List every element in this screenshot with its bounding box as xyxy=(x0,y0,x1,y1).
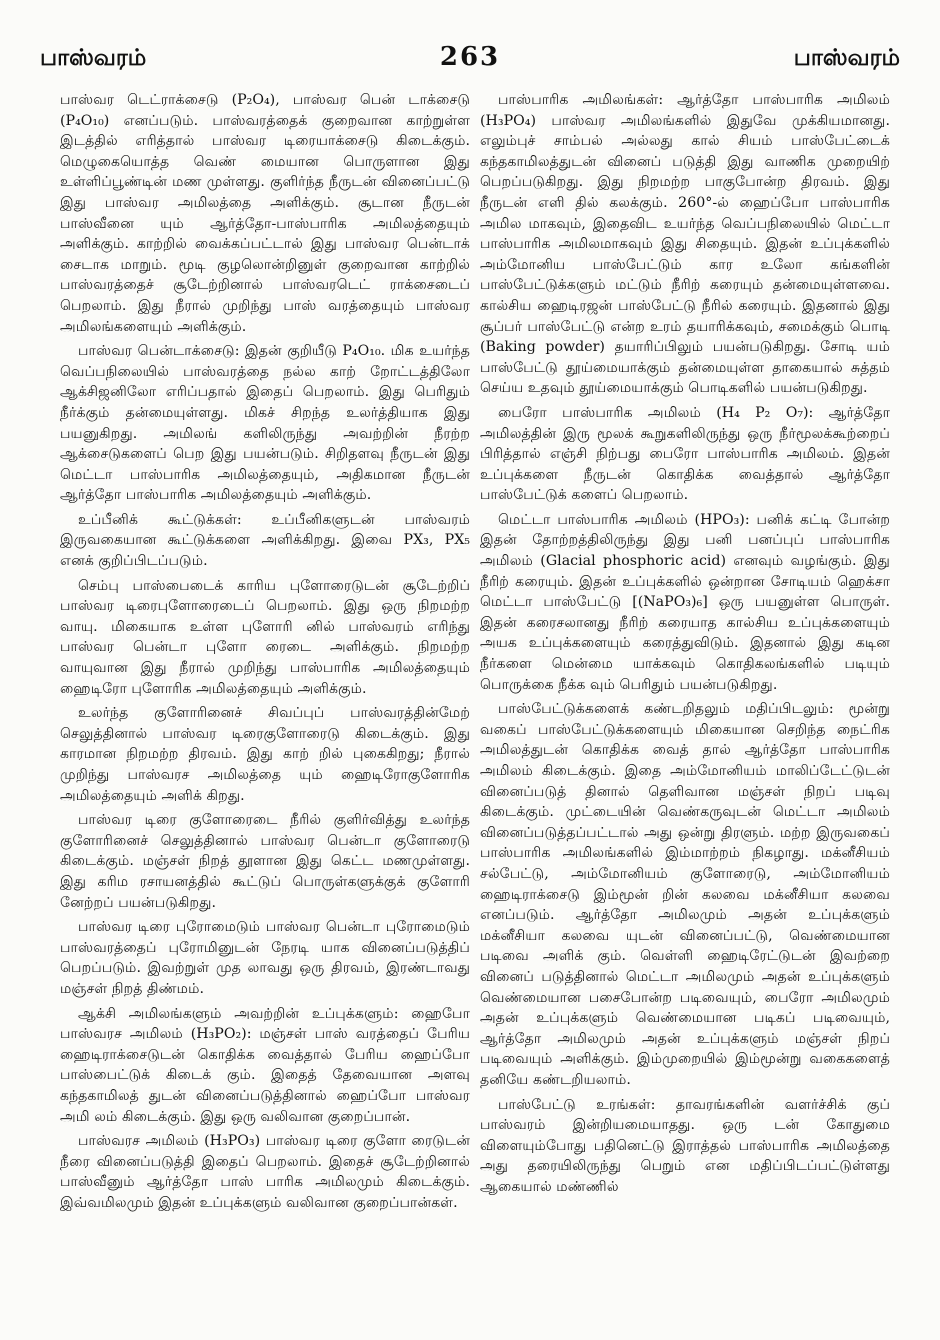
paragraph: பாஸ்பேட்டுக்களைக் கண்டறிதலும் மதிப்பிடலும்: மூன்று வகைப் பாஸ்பேட்டுக்களையும் மிகையான செறிந்த நைட்ரிக அமிலத்துடன் கொதிக்க வைத் தால் ஆர்த்தோ பாஸ்பாரிக அமிலம் கிடைக்கும். இதை அம்மோனியம் மாலிப்டேட்டுடன் வினைப்படுத் தினால் தெளிவான மஞ்சள் நிறப் படிவு கிடைக்கும். முட்டையின் வெண்கருவுடன் மெட்டா அமிலம் வினைப்படுத்தப்பட்டால் அது ஒன்று திரளும். மற்ற இருவகைப் பாஸ்பாரிக அமிலங்களில் இம்மாற்றம் நிகழாது. மக்னீசியம் சல்பேட்டு, அம்மோனியம் குளோரைடு, அம்மோனியம் ஹைடிராக்சைடு இம்மூன் றின் கலவை மக்னீசியா கலவை எனப்படும். ஆர்த்தோ அமிலமும் அதன் உப்புக்களும் மக்னீசியா கலவை யுடன் வினைப்பட்டு, வெண்மையான படிவை அளிக் கும். வெள்ளி ஹைடிரேட்டுடன் இவற்றை வினைப் படுத்தினால் மெட்டா அமிலமும் அதன் உப்புக்களும் வெண்மையான பசைபோன்ற படிவையும், பைரோ அமிலமும் அதன் உப்புக்களும் வெண்மையான படிகப் படிவையும், ஆர்த்தோ அமிலமும் அதன் உப்புக்களும் மஞ்சள் நிறப் படிவையும் அளிக்கும். இம்முறையில் இம்மூன்று வகைகளைத் தனியே கண்டறியலாம். xyxy=(480,701,890,1088)
paragraph: பாஸ்வர பென்டாக்சைடு: இதன் குறியீடு P₄O₁₀. மிக உயர்ந்த வெப்பநிலையில் பாஸ்வரத்தை நல்ல காற் றோட்டத்திலோ ஆக்சிஜனிலோ எரிப்பதால் இதைப் பெறலாம். இது பெரிதும் நீர்க்கும் தன்மையுள்ளது. மிகச் சிறந்த உலர்த்தியாக இது பயனுகிறது. அமிலங் களிலிருந்து அவற்றின் நீரற்ற ஆக்சைடுகளைப் பெற இது பயன்படும். சிறிதளவு நீருடன் இது மெட்டா பாஸ்பாரிக அமிலத்தையும், அதிகமான நீருடன் ஆர்த்தோ பாஸ்பாரிக அமிலத்தையும் அளிக்கும். xyxy=(60,343,470,504)
left-column xyxy=(60,90,470,1217)
paragraph: பாஸ்வர டிரை புரோமைடும் பாஸ்வர பென்டா புரோமைடும் பாஸ்வரத்தைப் புரோமினுடன் நேரடி யாக வினைப்படுத்திப் பெறப்படும். இவற்றுள் முத லாவது ஒரு திரவம், இரண்டாவது மஞ்சள் நிறத் திண்மம். xyxy=(60,919,470,997)
paragraph: பாஸ்வர டிரை குளோரைடை நீரில் குளிர்வித்து உலர்ந்த குளோரினைச் செலுத்தினால் பாஸ்வர பென்டா குளோரைடு கிடைக்கும். மஞ்சள் நிறத் தூளான இது கெட்ட மணமுள்ளது. இது கரிம ரசாயனத்தில் கூட்டுப் பொருள்களுக்குக் குளோரி னேற்றப் பயன்படுகிறது. xyxy=(60,812,470,911)
paragraph: பாஸ்வரச அமிலம் (H₃PO₃) பாஸ்வர டிரை குளோ ரைடுடன் நீரை வினைப்படுத்தி இதைப் பெறலாம். இதைச் சூடேற்றினால் பாஸ்வீனும் ஆர்த்தோ பாஸ் பாரிக அமிலமும் கிடைக்கும். இவ்வமிலமும் இதன் உப்புக்களும் வலிவான குறைப்பான்கள். xyxy=(60,1133,470,1211)
paragraph: பாஸ்வர டெட்ராக்சைடு (P₂O₄), பாஸ்வர பென் டாக்சைடு (P₄O₁₀) எனப்படும். பாஸ்வரத்தைக் குறைவான காற்றுள்ள இடத்தில் எரித்தால் பாஸ்வர டிரையாக்சைடு கிடைக்கும். மெழுகையொத்த வெண் மையான பொருளான இது உள்ளிப்பூண்டின் மண முள்ளது. குளிர்ந்த நீருடன் வினைப்பட்டு இது பாஸ்வர அமிலத்தை அளிக்கும். சூடான நீருடன் பாஸ்வீனை யும் ஆர்த்தோ-பாஸ்பாரிக அமிலத்தையும் அளிக்கும். காற்றில் வைக்கப்பட்டால் இது பாஸ்வர பென்டாக் சைடாக மாறும். மூடி குழலொன்றினுள் குறைவான காற்றில் பாஸ்வரத்தைச் சூடேற்றினால் பாஸ்வரடெட் ராக்சைடைப் பெறலாம். இது நீரால் முறிந்து பாஸ் வரத்தையும் பாஸ்வர அமிலங்களையும் அளிக்கும். xyxy=(60,92,470,335)
paragraph: செம்பு பாஸ்பைடைக் காரிய புளோரைடுடன் சூடேற்றிப் பாஸ்வர டிரைபுளோரைடைப் பெறலாம். இது ஒரு நிறமற்ற வாயு. மிகையாக உள்ள புளோரி னில் பாஸ்வரம் எரிந்து பாஸ்வர பென்டா புளோ ரைடை அளிக்கும். நிறமற்ற வாயுவான இது நீரால் முறிந்து பாஸ்பாரிக அமிலத்தையும் ஹைடிரோ புளோரிக அமிலத்தையும் அளிக்கும். xyxy=(60,577,470,697)
right-column xyxy=(480,90,890,1201)
running-header-left: பாஸ்வரம் xyxy=(40,44,147,71)
paragraph: உப்பீனிக் கூட்டுக்கள்: உப்பீனிகளுடன் பாஸ்வரம் இருவகையான கூட்டுக்களை அளிக்கிறது. இவை PX₃, PX₅ எனக் குறிப்பிடப்படும். xyxy=(60,511,470,570)
paragraph: உலர்ந்த குளோரினைச் சிவப்புப் பாஸ்வரத்தின்மேற் செலுத்தினால் பாஸ்வர டிரைகுளோரைடு கிடைக்கும். இது காரமான நிறமற்ற திரவம். இது காற் றில் புகைகிறது; நீரால் முறிந்து பாஸ்வரச அமிலத்தை யும் ஹைடிரோகுளோரிக அமிலத்தையும் அளிக் கிறது. xyxy=(60,705,470,804)
paragraph: பாஸ்பேட்டு உரங்கள்: தாவரங்களின் வளர்ச்சிக் குப் பாஸ்வரம் இன்றியமையாதது. ஒரு டன் கோதுமை விளையும்போது பதினெட்டு இராத்தல் பாஸ்பாரிக அமிலத்தை அது தரையிலிருந்து பெறும் என மதிப்பிடப்பட்டுள்ளது ஆகையால் மண்ணில் xyxy=(480,1096,890,1195)
paragraph: மெட்டா பாஸ்பாரிக அமிலம் (HPO₃): பனிக் கட்டி போன்ற இதன் தோற்றத்திலிருந்து இது பனி பனப்புப் பாஸ்பாரிக அமிலம் (Glacial phosphoric acid) எனவும் வழங்கும். இது நீரிற் கரையும். இதன் உப்புக்களில் ஒன்றான சோடியம் ஹெக்சா மெட்டா பாஸ்பேட்டு [(NaPO₃)₆] ஒரு பயனுள்ள பொருள். இதன் கரைசலானது நீரிற் கரையாத கால்சிய உப்புக்களையும் அயக உப்புக்களையும் கரைத்துவிடும். இதனால் இது கடின நீர்களை மென்மை யாக்கவும் கொதிகலங்களில் படியும் பொருக்கை நீக்க வும் பெரிதும் பயன்படுகிறது. xyxy=(480,511,890,693)
running-header-right: பாஸ்வரம் xyxy=(793,44,900,71)
page-number: 263 xyxy=(439,42,501,72)
paragraph: ஆக்சி அமிலங்களும் அவற்றின் உப்புக்களும்: ஹைபோ பாஸ்வரச அமிலம் (H₃PO₂): மஞ்சள் பாஸ் வரத்தைப் பேரிய ஹைடிராக்சைடுடன் கொதிக்க வைத்தால் பேரிய ஹைப்போ பாஸ்பைட்டுக் கிடைக் கும். இதைத் தேவையான அளவு கந்தகாமிலத் துடன் வினைப்படுத்தினால் ஹைப்போ பாஸ்வர அமி லம் கிடைக்கும். இது ஒரு வலிவான குறைப்பான். xyxy=(60,1005,470,1125)
paragraph: பைரோ பாஸ்பாரிக அமிலம் (H₄ P₂ O₇): ஆர்த்தோ அமிலத்தின் இரு மூலக் கூறுகளிலிருந்து ஒரு நீர்மூலக்கூற்றைப் பிரித்தால் எஞ்சி நிற்பது பைரோ பாஸ்பாரிக அமிலம். இதன் உப்புக்களை நீருடன் கொதிக்க வைத்தால் ஆர்த்தோ பாஸ்பேட்டுக் களைப் பெறலாம். xyxy=(480,404,890,504)
paragraph: பாஸ்பாரிக அமிலங்கள்: ஆர்த்தோ பாஸ்பாரிக அமிலம் (H₃PO₄) பாஸ்வர அமிலங்களில் இதுவே முக்கியமானது. எலும்புச் சாம்பல் அல்லது கால் சியம் பாஸ்பேட்டைக் கந்தகாமிலத்துடன் வினைப் படுத்தி இது வாணிக முறையிற் பெறப்படுகிறது. இது நிறமற்ற பாகுபோன்ற திரவம். இது நீருடன் எளி தில் கலக்கும். 260°-ல் ஹைப்போ பாஸ்பாரிக அமில மாகவும், இதைவிட உயர்ந்த வெப்பநிலையில் மெட்டா பாஸ்பாரிக அமிலமாகவும் இது சிதையும். இதன் உப்புக்களில் அம்மோனிய பாஸ்பேட்டும் கார உலோ கங்களின் பாஸ்பேட்டுக்களும் மட்டும் நீரிற் கரையும் தன்மையுள்ளவை. கால்சிய ஹைடிரஜன் பாஸ்பேட்டு நீரில் கரையும். இதனால் இது சூப்பர் பாஸ்பேட்டு என்ற உரம் தயாரிக்கவும், சமைக்கும் பொடி (Baking powder) தயாரிப்பிலும் பயன்படுகிறது. சோடி யம் பாஸ்பேட்டு தூய்மையாக்கும் தன்மையுள்ள தாகையால் சுத்தம் செய்ய உதவும் தூய்மையாக்கும் பொடிகளில் பயன்படுகிறது. xyxy=(480,92,890,397)
